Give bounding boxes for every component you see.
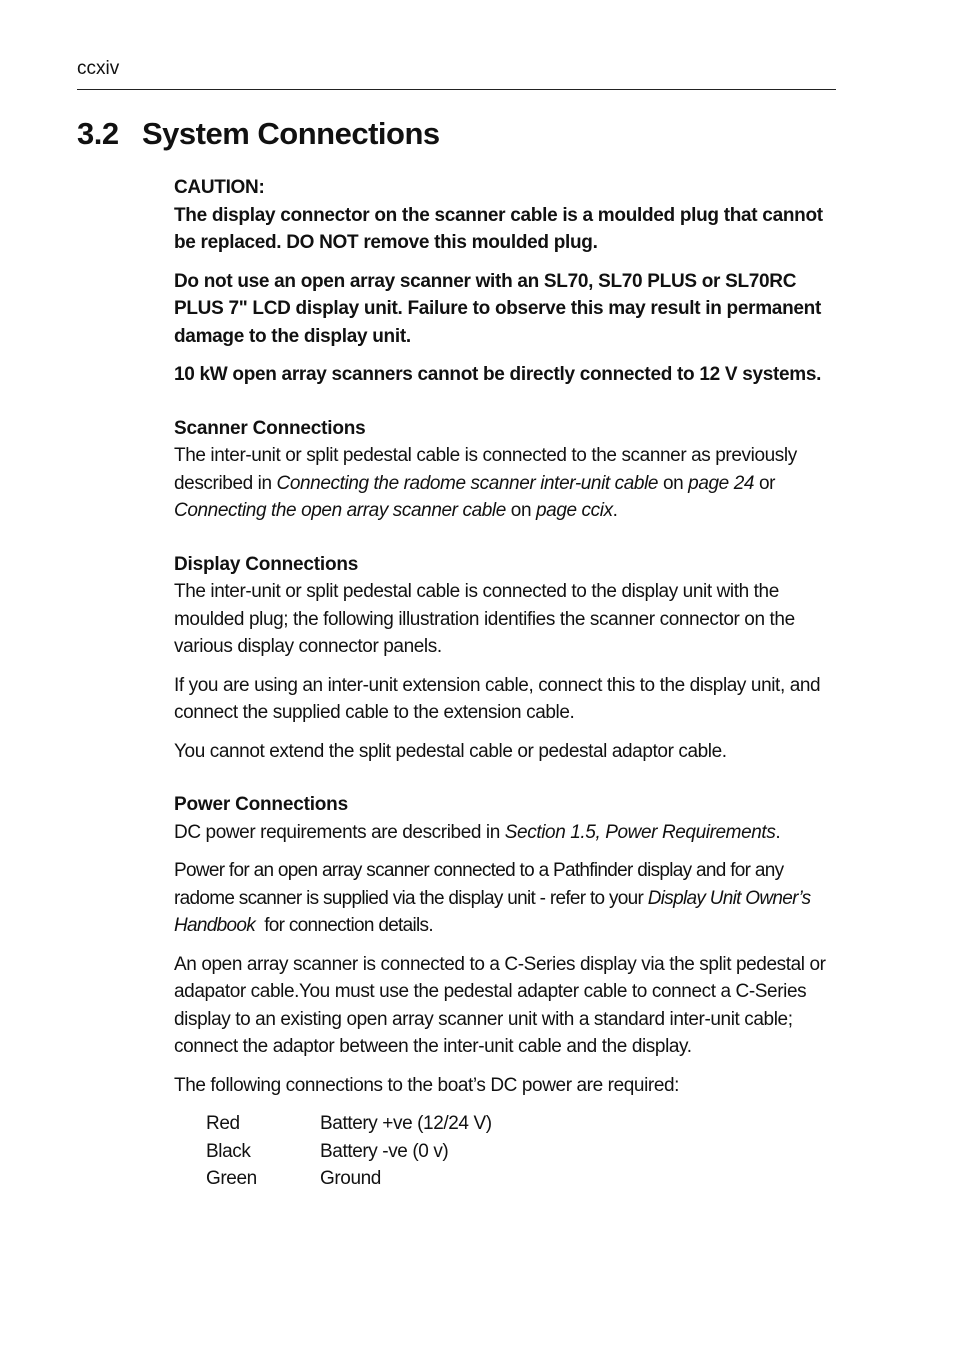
scanner-text-1: The inter-unit or split pedestal cable is connected to the scanner as previously described in	[174, 445, 797, 494]
section-heading	[77, 116, 440, 152]
scanner-text-3: or	[754, 472, 776, 494]
scanner-text-5: .	[612, 500, 618, 521]
table-row	[206, 1138, 492, 1166]
power-p2-text: Power for an open array scanner connected to a Pathfinder display and for any radome scanner is supplied via the display unit - refer to your	[174, 860, 784, 909]
power-ref-handbook[interactable]: Display Unit Owner’s Handbook	[174, 887, 811, 936]
power-p2-end: for connection details.	[255, 915, 433, 936]
scanner-ref-open-array[interactable]: Connecting the open array scanner cable	[174, 500, 506, 521]
wire-description: Battery -ve (0 v)	[320, 1140, 449, 1162]
display-paragraph-1: The inter-unit or split pedestal cable is connected to the display unit with the moulded plug; the following illustration identifies the scanner connector on the various display connector panels.	[174, 581, 795, 657]
display-connections-title: Display Connections	[174, 553, 359, 575]
caution-label: CAUTION:	[174, 177, 265, 198]
display-paragraph-3: You cannot extend the split pedestal cable or pedestal adaptor cable.	[174, 740, 727, 762]
power-paragraph-2	[174, 857, 838, 940]
power-connections-title: Power Connections	[174, 794, 348, 815]
table-row	[206, 1110, 492, 1138]
scanner-connections-title: Scanner Connections	[174, 417, 366, 439]
display-paragraph-2: If you are using an inter-unit extension cable, connect this to the display unit, and connect the supplied cable to the extension cable.	[174, 674, 821, 723]
scanner-text-2: on	[658, 472, 689, 494]
page-body	[174, 174, 838, 1193]
caution-paragraph-2: Do not use an open array scanner with an SL70, SL70 PLUS or SL70RC PLUS 7" LCD display unit. Failure to observe this may result in permanent damage to the display unit.	[174, 270, 821, 347]
power-paragraph-1	[174, 819, 838, 847]
wire-description: Ground	[320, 1168, 381, 1189]
wire-color: Black	[206, 1140, 251, 1162]
caution-paragraph-3: 10 kW open array scanners cannot be directly connected to 12 V systems.	[174, 364, 822, 385]
scanner-ref-page-ccix[interactable]: page ccix	[536, 500, 613, 521]
power-connections-section	[174, 791, 838, 1193]
scanner-text-4: on	[505, 500, 536, 521]
wire-table	[206, 1110, 492, 1193]
display-connections-section	[174, 551, 838, 766]
table-row	[206, 1165, 492, 1193]
power-ref-section-1-5[interactable]: Section 1.5, Power Requirements	[504, 821, 776, 843]
section-title: System Connections	[142, 116, 440, 151]
page-number: ccxiv	[77, 58, 120, 79]
scanner-connections-paragraph	[174, 442, 838, 525]
power-p1-text: DC power requirements are described in	[174, 821, 505, 843]
caution-paragraph-1: The display connector on the scanner cable is a moulded plug that cannot be replaced. DO NOT remove this moulded plug.	[174, 204, 823, 253]
power-paragraph-3: An open array scanner is connected to a C-Series display via the split pedestal or adapator cable.You must use the pedestal adapter cable to connect a C-Series display to an existing open array scanner unit with a standard inter-unit cable; connect the adaptor between the inter-unit cable and the display.	[174, 953, 826, 1057]
header-rule	[77, 89, 836, 90]
power-paragraph-4: The following connections to the boat’s DC power are required:	[174, 1074, 680, 1096]
power-p1-end: .	[775, 821, 781, 843]
wire-color: Red	[206, 1113, 240, 1134]
scanner-connections-section	[174, 415, 838, 525]
scanner-ref-page-24[interactable]: page 24	[688, 472, 755, 494]
caution-block	[174, 174, 838, 389]
scanner-ref-radome[interactable]: Connecting the radome scanner inter-unit cable	[276, 472, 659, 494]
wire-description: Battery +ve (12/24 V)	[320, 1113, 492, 1134]
section-number: 3.2	[77, 116, 119, 151]
wire-color: Green	[206, 1168, 257, 1189]
